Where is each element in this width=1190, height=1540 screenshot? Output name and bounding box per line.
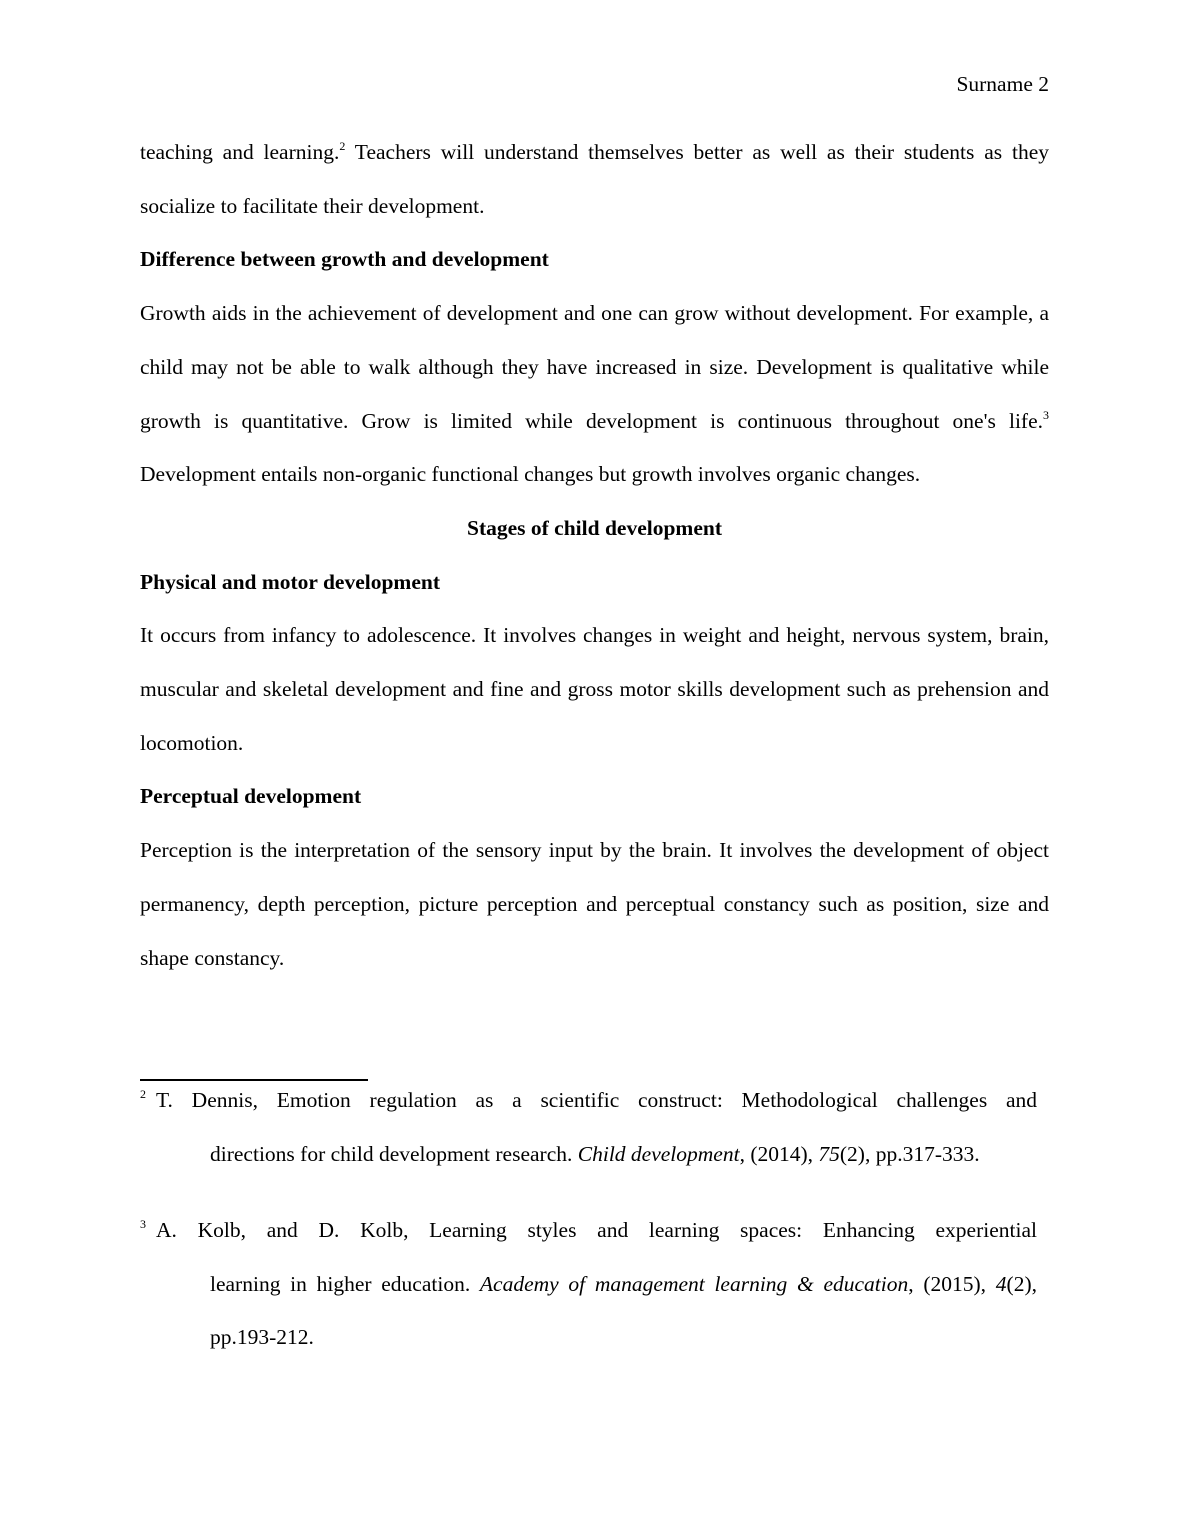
footnote-2-rest-c: (2), pp.317-333.: [839, 1141, 980, 1166]
heading-physical: Physical and motor development: [140, 569, 441, 594]
footnote-3-line1-text: A. Kolb, and D. Kolb, Learning styles and learning spaces: Enhancing experiential: [156, 1218, 1037, 1242]
footnote-ref-2[interactable]: 2: [339, 139, 346, 153]
physical-paragraph: It occurs from infancy to adolescence. It involves changes in weight and height, nervous system, brain, muscular and skeletal development and fine and gross motor skills development such as prehension and locomotion.: [140, 623, 1049, 755]
footnote-2-line1: [140, 1074, 1037, 1128]
footnote-2-journal: Child development: [577, 1141, 740, 1166]
heading-perceptual: Perceptual development: [140, 784, 362, 809]
footnote-3-rest-b: , (2015),: [908, 1271, 996, 1296]
difference-text-a: Growth aids in the achievement of development and one can grow without development. For example, a child may not be able to walk although they have increased in size. Development is qualitative while growth is quantitative. Grow is limited while development is continuous throughout one's life.: [140, 301, 1049, 433]
footnote-3-volume: 4: [995, 1271, 1007, 1296]
footnote-3-mark: 3: [140, 1217, 146, 1231]
heading-stages: Stages of child development: [466, 515, 722, 540]
footnote-2-rest: [140, 1128, 1037, 1182]
difference-text-b: Development entails non-organic functional changes but growth involves organic changes.: [140, 462, 921, 487]
running-head: Surname 2: [956, 72, 1049, 96]
document-body: [140, 126, 1049, 985]
footnote-2-rest-b: , (2014),: [739, 1141, 819, 1166]
footnote-3-line1: [140, 1204, 1037, 1258]
footnote-3: [140, 1204, 1037, 1365]
footnote-3-rest-a: learning in higher education.: [210, 1271, 480, 1296]
footnote-2-rest-a: directions for child development research.: [210, 1141, 578, 1166]
intro-text-b: Teachers will understand themselves better as well as their students as they socialize to facilitate their development.: [140, 140, 1049, 218]
footnote-ref-3[interactable]: 3: [1043, 407, 1049, 422]
intro-paragraph: [140, 126, 1049, 233]
footnote-3-rest-c: (2), pp.193-212.: [210, 1271, 1037, 1350]
heading-difference: Difference between growth and development: [140, 247, 549, 272]
footnote-2-mark: 2: [140, 1087, 146, 1101]
footnote-2-line1-text: T. Dennis, Emotion regulation as a scientific construct: Methodological challenges and: [156, 1088, 1037, 1112]
footnote-3-journal: Academy of management learning & education: [479, 1271, 909, 1296]
intro-text-a: teaching and learning.: [140, 140, 340, 164]
perceptual-paragraph: Perception is the interpretation of the sensory input by the brain. It involves the development of object permanency, depth perception, picture perception and perceptual constancy such as position, size and shape constancy.: [140, 838, 1049, 970]
footnote-2: [140, 1074, 1037, 1181]
difference-paragraph: [140, 287, 1049, 502]
footnote-2-volume: 75: [818, 1141, 840, 1166]
footnote-3-rest: [140, 1258, 1037, 1365]
